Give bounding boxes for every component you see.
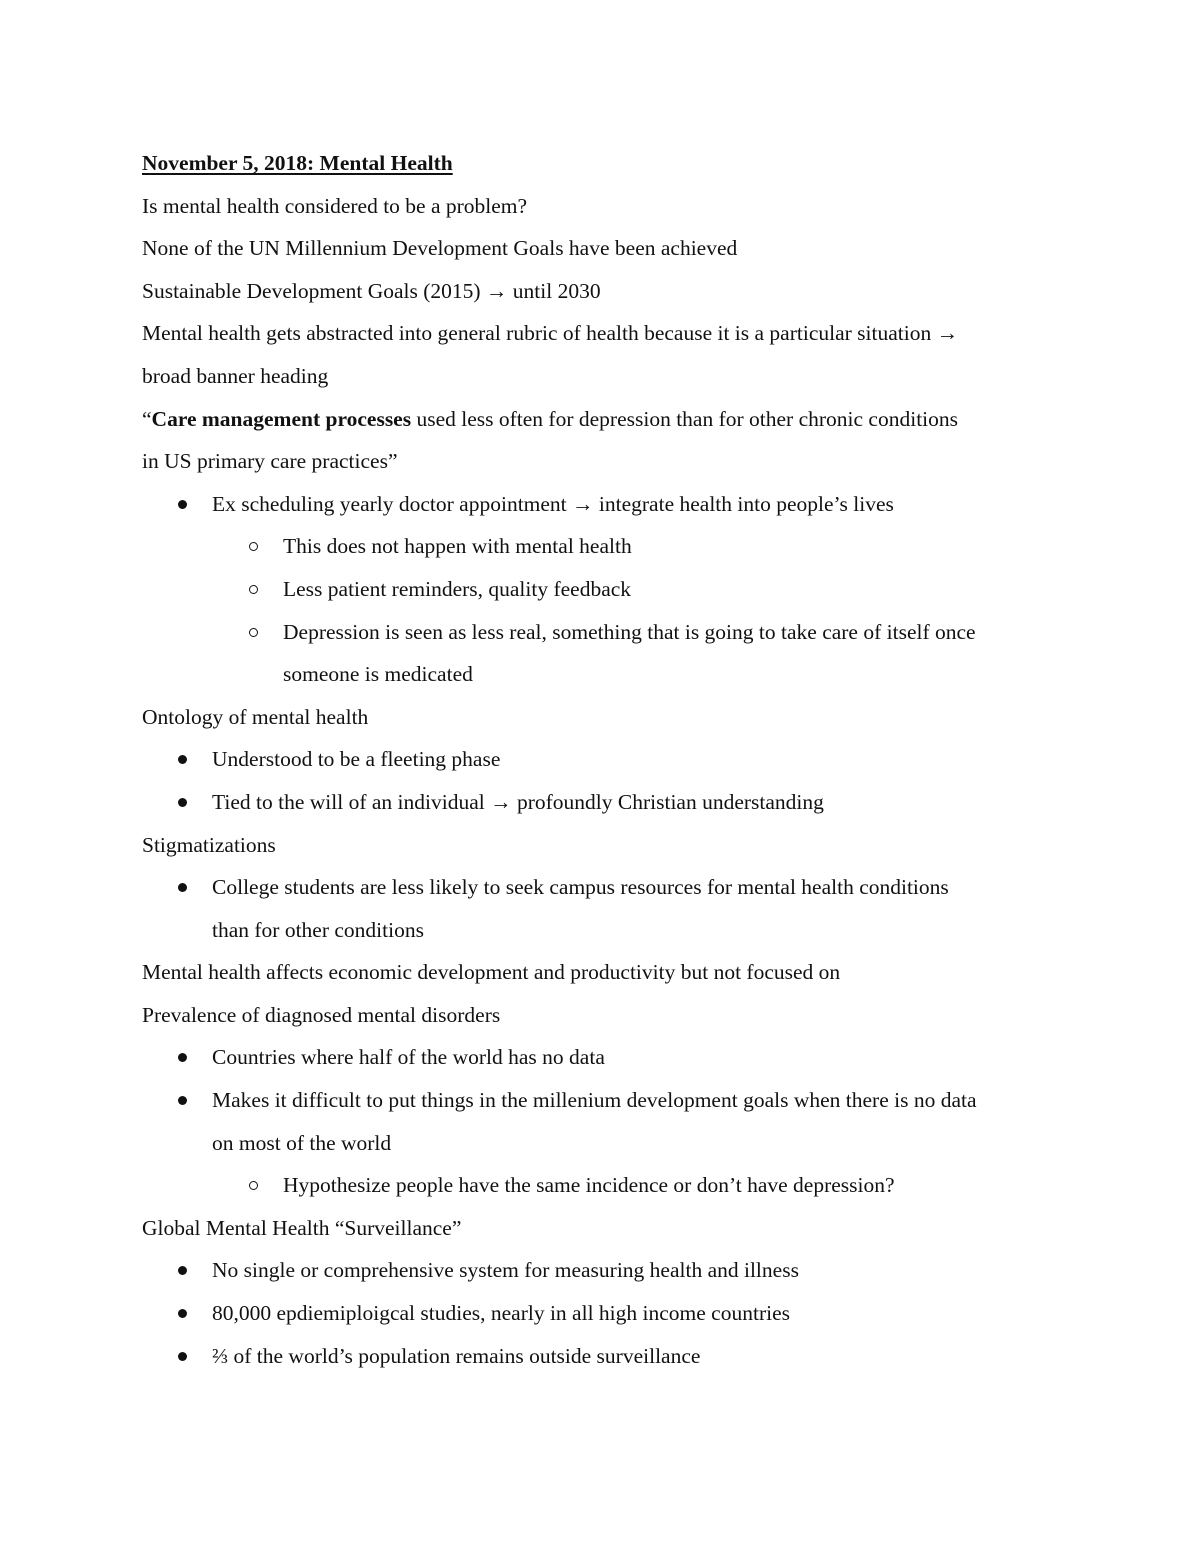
bullet-text: 80,000 epdiemiploigcal studies, nearly in all high income countries — [212, 1301, 790, 1326]
sub-bullet-continuation: someone is medicated — [283, 662, 473, 687]
bullet-dot-icon — [178, 1309, 187, 1318]
bullet-item — [142, 738, 1062, 781]
bullet-dot-icon — [178, 1096, 187, 1105]
bullet-text: Makes it difficult to put things in the millenium development goals when there is no data — [212, 1088, 977, 1113]
bullet-dot-icon — [178, 1266, 187, 1275]
quote-bold-text: Care management processes — [151, 406, 412, 431]
bullet-item — [142, 1292, 1062, 1335]
sub-bullet-item — [142, 1164, 1062, 1207]
bullet-item — [142, 483, 1062, 526]
document-page — [142, 142, 1062, 1377]
bullet-dot-icon — [178, 1352, 187, 1361]
bullet-item — [142, 781, 1062, 824]
bullet-item — [142, 866, 1062, 909]
paragraph-line: Prevalence of diagnosed mental disorders — [142, 1002, 501, 1027]
bullet-dot-icon — [178, 1053, 187, 1062]
paragraph-line: broad banner heading — [142, 363, 329, 388]
paragraph-line: Is mental health considered to be a problem? — [142, 193, 528, 218]
sub-bullet-item — [142, 611, 1062, 654]
quote-line — [142, 398, 1062, 441]
bullet-item — [142, 1335, 1062, 1378]
hollow-circle-icon — [249, 628, 258, 637]
sub-bullet-text: This does not happen with mental health — [283, 534, 632, 559]
quote-open-mark: “ — [142, 406, 152, 431]
paragraph-line: Stigmatizations — [142, 832, 276, 857]
paragraph-line: Mental health gets abstracted into general rubric of health because it is a particular situation → — [142, 321, 959, 346]
bullet-text: Ex scheduling yearly doctor appointment → integrate health into people’s lives — [212, 491, 894, 516]
bullet-text: No single or comprehensive system for measuring health and illness — [212, 1258, 799, 1283]
quote-text: used less often for depression than for other chronic conditions — [411, 406, 959, 431]
bullet-text: Understood to be a fleeting phase — [212, 747, 501, 772]
bullet-text: Tied to the will of an individual → profoundly Christian understanding — [212, 789, 824, 814]
hollow-circle-icon — [249, 585, 258, 594]
sub-bullet-item — [142, 525, 1062, 568]
bullet-item — [142, 1079, 1062, 1122]
sub-bullet-item — [142, 568, 1062, 611]
quote-line: in US primary care practices” — [142, 449, 398, 474]
bullet-text: College students are less likely to seek campus resources for mental health conditions — [212, 875, 949, 900]
paragraph-line: Mental health affects economic development and productivity but not focused on — [142, 960, 841, 985]
sub-bullet-text: Less patient reminders, quality feedback — [283, 576, 632, 601]
bullet-dot-icon — [178, 500, 187, 509]
bullet-text: Countries where half of the world has no data — [212, 1045, 605, 1070]
sub-bullet-text: Hypothesize people have the same incidence or don’t have depression? — [283, 1173, 895, 1198]
bullet-continuation: than for other conditions — [212, 917, 424, 942]
paragraph-line: None of the UN Millennium Development Goals have been achieved — [142, 236, 738, 261]
paragraph-line: Global Mental Health “Surveillance” — [142, 1215, 462, 1240]
bullet-text: ⅔ of the world’s population remains outside surveillance — [212, 1343, 701, 1368]
hollow-circle-icon — [249, 542, 258, 551]
bullet-dot-icon — [178, 755, 187, 764]
paragraph-line: Ontology of mental health — [142, 704, 369, 729]
document-title: November 5, 2018: Mental Health — [142, 151, 453, 175]
bullet-item — [142, 1036, 1062, 1079]
bullet-dot-icon — [178, 798, 187, 807]
hollow-circle-icon — [249, 1181, 258, 1190]
sub-bullet-text: Depression is seen as less real, something that is going to take care of itself once — [283, 619, 976, 644]
paragraph-line: Sustainable Development Goals (2015) → until 2030 — [142, 278, 601, 303]
bullet-dot-icon — [178, 883, 187, 892]
bullet-item — [142, 1249, 1062, 1292]
bullet-continuation: on most of the world — [212, 1130, 392, 1155]
